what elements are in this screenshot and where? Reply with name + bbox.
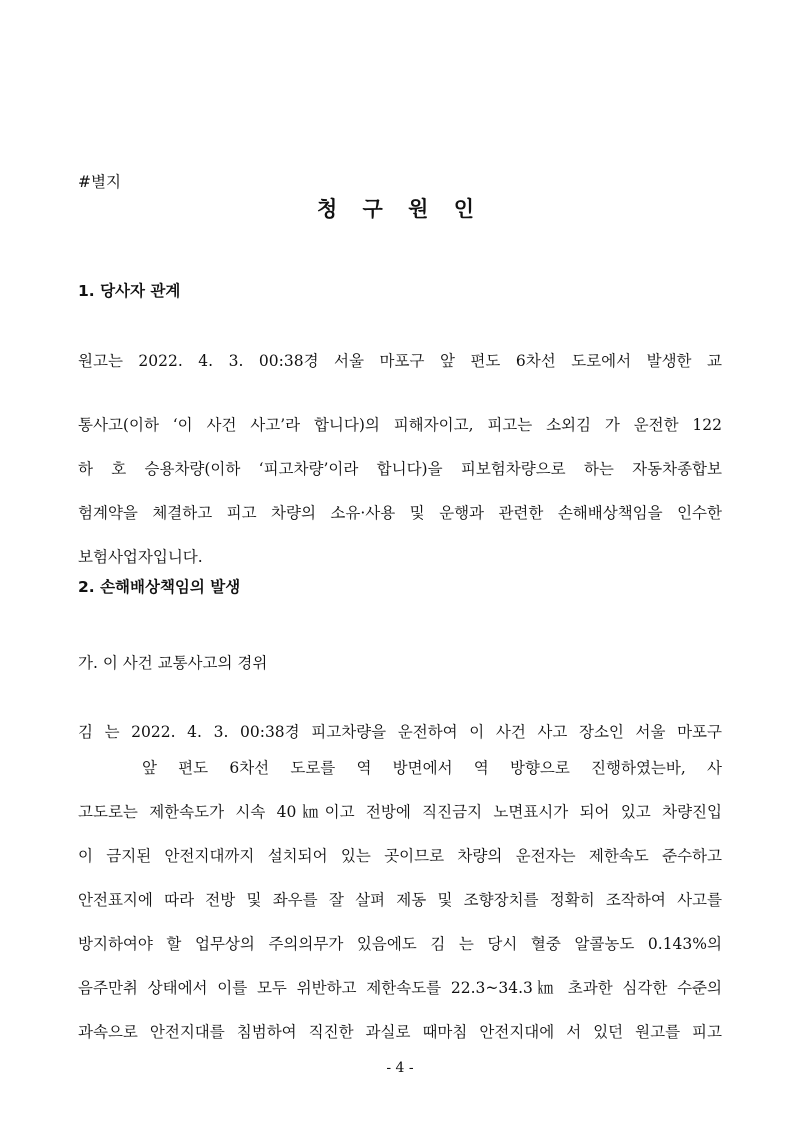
paragraph-line: 험계약을 체결하고 피고 차량의 소유·사용 및 운행과 관련한 손해배상책임을 인수한 <box>78 504 722 522</box>
paragraph-line: 통사고(이하 ‘이 사건 사고’라 합니다)의 피해자이고, 피고는 소외김 가 운전한 122 <box>78 416 722 434</box>
paragraph-line: 원고는 2022. 4. 3. 00:38경 서울 마포구 앞 편도 6차선 도로에서 발생한 교 <box>78 352 722 370</box>
paragraph-line: 방지하여야 할 업무상의 주의의무가 있음에도 김 는 당시 혈중 알콜농도 0.143%의 <box>78 935 722 953</box>
section-heading-parties: 1. 당사자 관계 <box>78 282 181 300</box>
paragraph-line: 김 는 2022. 4. 3. 00:38경 피고차량을 운전하여 이 사건 사고 장소인 서울 마포구 <box>78 723 722 741</box>
document-title: 청 구 원 인 <box>316 197 484 221</box>
page-number: - 4 - <box>386 1060 414 1076</box>
paragraph-line: 이 금지된 안전지대까지 설치되어 있는 곳이므로 차량의 운전자는 제한속도 준수하고 <box>78 847 722 865</box>
paragraph-line: 앞 편도 6차선 도로를 역 방면에서 역 방향으로 진행하였는바, 사 <box>142 759 722 777</box>
attachment-tag: #별지 <box>78 173 121 191</box>
section-heading-liability: 2. 손해배상책임의 발생 <box>78 578 241 596</box>
paragraph-line: 과속으로 안전지대를 침범하여 직진한 과실로 때마침 안전지대에 서 있던 원고를 피고 <box>78 1023 722 1041</box>
paragraph-line: 고도로는 제한속도가 시속 40㎞이고 전방에 직진금지 노면표시가 되어 있고 차량진입 <box>78 803 722 821</box>
subsection-heading-accident: 가. 이 사건 교통사고의 경위 <box>78 654 268 672</box>
paragraph-line: 하 호 승용차량(이하 ‘피고차량’이라 합니다)을 피보험차량으로 하는 자동차종합보 <box>78 460 722 478</box>
paragraph-line: 보험사업자입니다. <box>78 548 203 566</box>
paragraph-line: 안전표지에 따라 전방 및 좌우를 잘 살펴 제동 및 조향장치를 정확히 조작하여 사고를 <box>78 891 722 909</box>
paragraph-line: 음주만취 상태에서 이를 모두 위반하고 제한속도를 22.3~34.3㎞ 초과한 심각한 수준의 <box>78 979 722 997</box>
